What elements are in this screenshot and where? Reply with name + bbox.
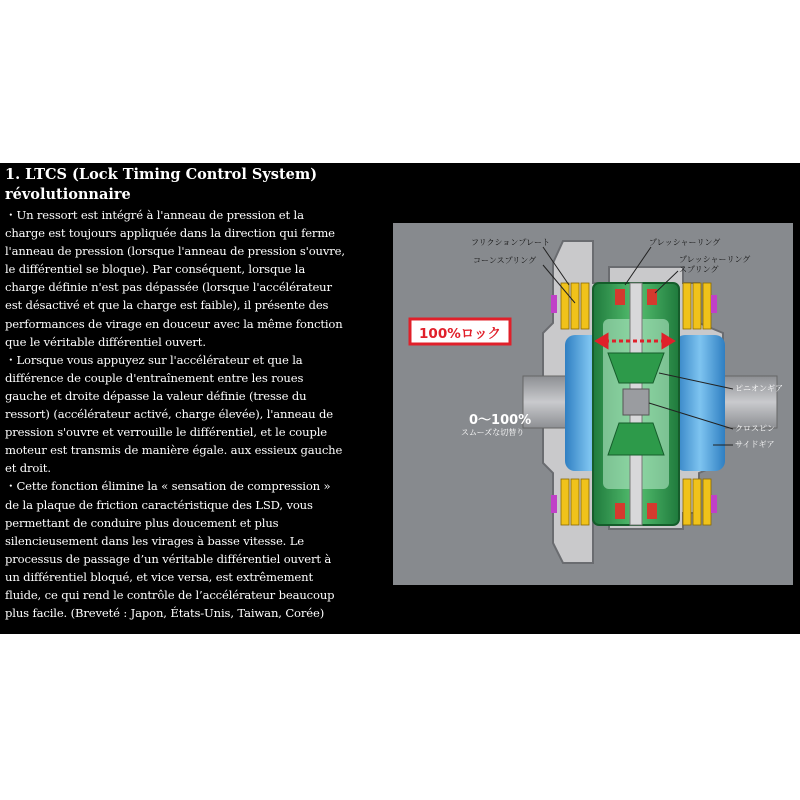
pressure-ring-spring-line-1: プレッシャーリング: [679, 255, 751, 264]
differential-diagram: [393, 223, 793, 585]
pressure-ring-spring-line-2: スプリング: [679, 265, 719, 274]
friction-plate-label: フリクションプレート: [471, 238, 551, 247]
side-gear-label: サイドギア: [735, 440, 775, 449]
pinion-gear-label: ピニオンギア: [735, 384, 783, 393]
pressure-ring-spring-label: [679, 255, 750, 275]
purple-stop-tl: [551, 295, 557, 313]
range-label: 0～100%: [469, 413, 532, 428]
cone-spring-label: コーンスプリング: [473, 256, 537, 265]
lock-badge: 100%ロック: [419, 325, 501, 342]
paragraph-3: ・Cette fonction élimine la « sensation de compression » de la plaque de friction caractéristique des LSD, vous permettant de conduire plus doucement et plus silencieusement dans les virages à basse vitesse. Le processus de passage d’un véritable différentiel ouvert à un différentiel bloqué, et vice versa, est extrêmement fluide, ce qui rend le contrôle de l’accélérateur beaucoup plus facile. (Breveté : Japon, États-Unis, Taiwan, Corée): [5, 479, 335, 621]
purple-stop-tr: [711, 295, 717, 313]
pressure-ring-label: プレッシャーリング: [649, 238, 721, 247]
right-side-gear: [675, 335, 725, 471]
purple-stop-br: [711, 495, 717, 513]
paragraph-2: ・Lorsque vous appuyez sur l'accélérateur et que la différence de couple d'entraînement entre les roues gauche et droite dépasse la valeur définie (tresse du ressort) (accélérateur activé, charge élevée), l'anneau de pression s'ouvre et verrouille le différentiel, et le couple moteur est transmis de manière égale. aux essieux gauche et droit.: [5, 352, 343, 476]
purple-stop-bl: [551, 495, 557, 513]
article-text: [5, 165, 345, 622]
article-title: 1. LTCS (Lock Timing Control System) révolutionnaire: [5, 166, 318, 203]
cross-pin-label: クロスピン: [735, 424, 775, 433]
article-panel: [0, 163, 800, 634]
differential-illustration: [393, 223, 793, 585]
paragraph-1: ・Un ressort est intégré à l'anneau de pression et la charge est toujours appliquée dans la direction qui ferme l'anneau de pression (lorsque l'anneau de pression s'ouvre, le différentiel se bloque). Par conséquent, lorsque la charge définie n'est pas dépassée (lorsque l'accélérateur est désactivé et que la charge est faible), il présente des performances de virage en douceur avec la même fonction que le véritable différentiel ouvert.: [5, 208, 345, 349]
center-block: [623, 389, 649, 415]
smooth-switch-label: スムーズな切替り: [461, 428, 525, 437]
